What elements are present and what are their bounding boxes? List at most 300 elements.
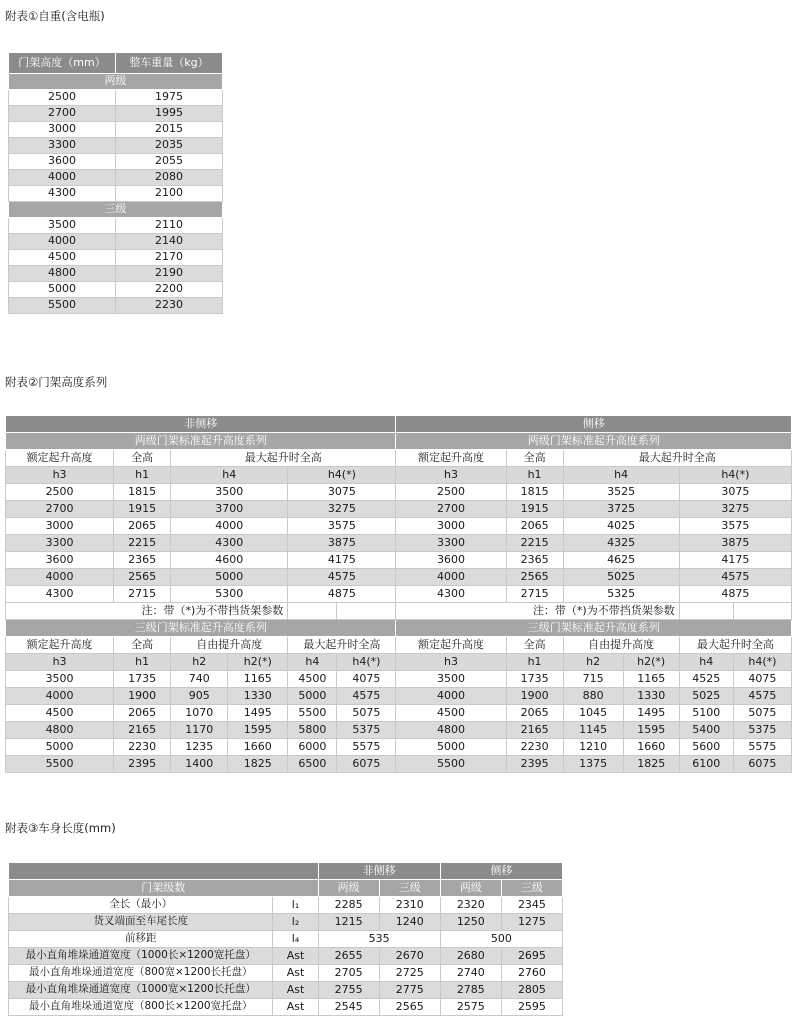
value-cell: 2575 <box>440 999 501 1016</box>
value-cell: 2065 <box>506 705 563 722</box>
row-label: 货叉端面至车尾长度 <box>9 914 273 931</box>
value-cell: 2080 <box>116 170 223 186</box>
value-cell: 2700 <box>6 501 114 518</box>
shift-header-row <box>9 863 563 880</box>
value-cell: 2345 <box>501 897 562 914</box>
group-header: 全高 <box>114 450 171 467</box>
value-cell: 2680 <box>440 948 501 965</box>
value-cell: 3600 <box>6 552 114 569</box>
table1-data-row <box>9 138 223 154</box>
table1-data-row <box>9 154 223 170</box>
symbol-header: h2(*) <box>228 654 288 671</box>
value-cell: 4575 <box>679 569 791 586</box>
value-cell: 1815 <box>506 484 563 501</box>
table2-data-row <box>6 705 792 722</box>
mast-height-series-table <box>5 415 792 773</box>
value-cell: 2165 <box>506 722 563 739</box>
value-cell: 1660 <box>623 739 679 756</box>
body-length-table <box>8 862 563 1016</box>
stage-sub-label: 两级 <box>440 880 501 897</box>
value-cell: 1275 <box>501 914 562 931</box>
value-cell: 1250 <box>440 914 501 931</box>
value-cell: 2395 <box>506 756 563 773</box>
value-cell: 1235 <box>171 739 228 756</box>
value-cell: 5000 <box>288 688 337 705</box>
value-cell: 1375 <box>563 756 623 773</box>
value-cell: 4525 <box>679 671 733 688</box>
value-cell: 1495 <box>228 705 288 722</box>
table2-data-row <box>6 671 792 688</box>
table2-data-row <box>6 501 792 518</box>
symbol-header-row <box>6 654 792 671</box>
symbol-header: h1 <box>506 467 563 484</box>
value-cell: 1210 <box>563 739 623 756</box>
value-cell: 2715 <box>506 586 563 603</box>
value-cell: 2775 <box>379 982 440 999</box>
value-cell: 500 <box>440 931 562 948</box>
stage-header-row <box>9 880 563 897</box>
value-cell: 1240 <box>379 914 440 931</box>
table1-data-row <box>9 282 223 298</box>
value-cell: 2165 <box>114 722 171 739</box>
row-symbol: l₁ <box>273 897 318 914</box>
table1-header-row <box>9 53 223 74</box>
table3-data-row <box>9 965 563 982</box>
value-cell: 5025 <box>679 688 733 705</box>
group-header: 全高 <box>114 637 171 654</box>
group-header: 额定起升高度 <box>6 637 114 654</box>
value-cell: 4625 <box>563 552 679 569</box>
value-cell: 3600 <box>396 552 506 569</box>
symbol-header: h3 <box>6 654 114 671</box>
value-cell: 1330 <box>228 688 288 705</box>
value-cell: 5500 <box>6 756 114 773</box>
row-symbol: Ast <box>273 948 318 965</box>
value-cell: 1165 <box>228 671 288 688</box>
value-cell: 4000 <box>6 688 114 705</box>
value-cell: 1915 <box>114 501 171 518</box>
section-label: 两级 <box>9 74 223 90</box>
value-cell: 4800 <box>6 722 114 739</box>
table1-data-row <box>9 218 223 234</box>
group-header: 额定起升高度 <box>396 450 506 467</box>
value-cell: 4800 <box>396 722 506 739</box>
value-cell: 4875 <box>288 586 396 603</box>
value-cell: 2215 <box>506 535 563 552</box>
row-symbol: Ast <box>273 965 318 982</box>
table3-data-row <box>9 931 563 948</box>
value-cell: 5400 <box>679 722 733 739</box>
value-cell: 3875 <box>288 535 396 552</box>
value-cell: 5000 <box>6 739 114 756</box>
value-cell: 1400 <box>171 756 228 773</box>
value-cell: 1495 <box>623 705 679 722</box>
value-cell: 1915 <box>506 501 563 518</box>
value-cell: 5325 <box>563 586 679 603</box>
value-cell: 2500 <box>6 484 114 501</box>
value-cell: 3300 <box>6 535 114 552</box>
value-cell: 4500 <box>6 705 114 722</box>
value-cell: 2310 <box>379 897 440 914</box>
value-cell: 2700 <box>9 106 116 122</box>
empty-cell <box>337 603 396 620</box>
stage-section-row <box>6 620 792 637</box>
self-weight-table <box>8 52 223 314</box>
value-cell: 5575 <box>733 739 791 756</box>
symbol-header: h4 <box>171 467 288 484</box>
value-cell: 1170 <box>171 722 228 739</box>
stage-section-label: 三级门架标准起升高度系列 <box>6 620 396 637</box>
value-cell: 4175 <box>288 552 396 569</box>
value-cell: 4575 <box>288 569 396 586</box>
value-cell: 4000 <box>171 518 288 535</box>
value-cell: 2230 <box>114 739 171 756</box>
value-cell: 5575 <box>337 739 396 756</box>
value-cell: 2565 <box>506 569 563 586</box>
value-cell: 1900 <box>506 688 563 705</box>
value-cell: 4800 <box>9 266 116 282</box>
value-cell: 5075 <box>337 705 396 722</box>
symbol-header: h3 <box>396 654 506 671</box>
value-cell: 2100 <box>116 186 223 202</box>
shift-label: 侧移 <box>396 416 792 433</box>
table2-data-row <box>6 552 792 569</box>
note-cell: 注：带（*)为不带挡货架参数 <box>396 603 679 620</box>
value-cell: 2500 <box>9 90 116 106</box>
symbol-header: h2 <box>563 654 623 671</box>
table3-title: 附表③车身长度(mm) <box>5 821 116 835</box>
value-cell: 2065 <box>114 518 171 535</box>
value-cell: 6100 <box>679 756 733 773</box>
value-cell: 2755 <box>318 982 379 999</box>
value-cell: 2785 <box>440 982 501 999</box>
value-cell: 3575 <box>288 518 396 535</box>
value-cell: 5375 <box>337 722 396 739</box>
table3-data-row <box>9 897 563 914</box>
value-cell: 3000 <box>6 518 114 535</box>
value-cell: 4300 <box>9 186 116 202</box>
value-cell: 2670 <box>379 948 440 965</box>
value-cell: 2200 <box>116 282 223 298</box>
table1-data-row <box>9 122 223 138</box>
value-cell: 2705 <box>318 965 379 982</box>
row-label: 最小直角堆垛通道宽度（1000宽×1200长托盘） <box>9 982 273 999</box>
value-cell: 740 <box>171 671 228 688</box>
table2-data-row <box>6 586 792 603</box>
group-header: 全高 <box>506 450 563 467</box>
value-cell: 6500 <box>288 756 337 773</box>
value-cell: 5375 <box>733 722 791 739</box>
value-cell: 3875 <box>679 535 791 552</box>
value-cell: 3500 <box>6 671 114 688</box>
value-cell: 2015 <box>116 122 223 138</box>
group-header-row <box>6 450 792 467</box>
symbol-header: h4 <box>679 654 733 671</box>
value-cell: 535 <box>318 931 440 948</box>
value-cell: 1660 <box>228 739 288 756</box>
value-cell: 2655 <box>318 948 379 965</box>
row-label: 最小直角堆垛通道宽度（800长×1200宽托盘） <box>9 999 273 1016</box>
value-cell: 1045 <box>563 705 623 722</box>
value-cell: 2230 <box>506 739 563 756</box>
table1-data-row <box>9 298 223 314</box>
value-cell: 6075 <box>337 756 396 773</box>
group-header: 最大起升时全高 <box>563 450 791 467</box>
value-cell: 715 <box>563 671 623 688</box>
table1-data-row <box>9 106 223 122</box>
value-cell: 3575 <box>679 518 791 535</box>
value-cell: 2700 <box>396 501 506 518</box>
symbol-header-row <box>6 467 792 484</box>
symbol-header: h1 <box>114 654 171 671</box>
value-cell: 5000 <box>396 739 506 756</box>
value-cell: 4000 <box>396 569 506 586</box>
value-cell: 4000 <box>6 569 114 586</box>
symbol-header: h4(*) <box>337 654 396 671</box>
value-cell: 5000 <box>171 569 288 586</box>
value-cell: 3300 <box>396 535 506 552</box>
value-cell: 5000 <box>9 282 116 298</box>
value-cell: 1215 <box>318 914 379 931</box>
empty-cell <box>679 603 733 620</box>
value-cell: 1595 <box>623 722 679 739</box>
value-cell: 3725 <box>563 501 679 518</box>
value-cell: 4075 <box>733 671 791 688</box>
symbol-header: h4(*) <box>733 654 791 671</box>
corner-cell <box>9 863 319 880</box>
table1-section-row <box>9 202 223 218</box>
stage-section-label: 三级门架标准起升高度系列 <box>396 620 792 637</box>
value-cell: 2805 <box>501 982 562 999</box>
value-cell: 1995 <box>116 106 223 122</box>
table3-data-row <box>9 982 563 999</box>
column-header: 整车重量（kg） <box>116 53 223 74</box>
value-cell: 5075 <box>733 705 791 722</box>
symbol-header: h2 <box>171 654 228 671</box>
value-cell: 4300 <box>396 586 506 603</box>
table2-data-row <box>6 484 792 501</box>
value-cell: 3275 <box>288 501 396 518</box>
value-cell: 3500 <box>9 218 116 234</box>
value-cell: 1815 <box>114 484 171 501</box>
value-cell: 1595 <box>228 722 288 739</box>
shift-label: 非侧移 <box>6 416 396 433</box>
group-header: 最大起升时全高 <box>171 450 396 467</box>
value-cell: 3300 <box>9 138 116 154</box>
empty-cell <box>288 603 337 620</box>
value-cell: 1735 <box>114 671 171 688</box>
value-cell: 4500 <box>9 250 116 266</box>
symbol-header: h3 <box>396 467 506 484</box>
value-cell: 2760 <box>501 965 562 982</box>
value-cell: 1165 <box>623 671 679 688</box>
table2-data-row <box>6 688 792 705</box>
value-cell: 2055 <box>116 154 223 170</box>
symbol-header: h2(*) <box>623 654 679 671</box>
table2-data-row <box>6 569 792 586</box>
value-cell: 4500 <box>288 671 337 688</box>
value-cell: 5100 <box>679 705 733 722</box>
value-cell: 4600 <box>171 552 288 569</box>
value-cell: 5025 <box>563 569 679 586</box>
stage-sub-label: 三级 <box>501 880 562 897</box>
value-cell: 4025 <box>563 518 679 535</box>
row-label: 最小直角堆垛通道宽度（800宽×1200长托盘） <box>9 965 273 982</box>
value-cell: 2170 <box>116 250 223 266</box>
value-cell: 4875 <box>679 586 791 603</box>
value-cell: 2500 <box>396 484 506 501</box>
value-cell: 2715 <box>114 586 171 603</box>
stage-section-row <box>6 433 792 450</box>
row-label: 全长（最小） <box>9 897 273 914</box>
symbol-header: h4 <box>563 467 679 484</box>
value-cell: 880 <box>563 688 623 705</box>
value-cell: 3275 <box>679 501 791 518</box>
value-cell: 4300 <box>6 586 114 603</box>
symbol-header: h3 <box>6 467 114 484</box>
value-cell: 3000 <box>9 122 116 138</box>
stage-section-label: 两级门架标准起升高度系列 <box>6 433 396 450</box>
value-cell: 5500 <box>9 298 116 314</box>
table1-section-row <box>9 74 223 90</box>
value-cell: 2740 <box>440 965 501 982</box>
value-cell: 5800 <box>288 722 337 739</box>
table2-data-row <box>6 518 792 535</box>
symbol-header: h1 <box>506 654 563 671</box>
shift-label: 侧移 <box>440 863 562 880</box>
value-cell: 2565 <box>379 999 440 1016</box>
value-cell: 3500 <box>396 671 506 688</box>
value-cell: 2365 <box>506 552 563 569</box>
symbol-header: h4(*) <box>288 467 396 484</box>
table3-data-row <box>9 914 563 931</box>
value-cell: 4325 <box>563 535 679 552</box>
row-symbol: l₄ <box>273 931 318 948</box>
value-cell: 3500 <box>171 484 288 501</box>
table1-data-row <box>9 170 223 186</box>
group-header: 额定起升高度 <box>396 637 506 654</box>
row-symbol: Ast <box>273 982 318 999</box>
table1-data-row <box>9 266 223 282</box>
value-cell: 1330 <box>623 688 679 705</box>
value-cell: 3700 <box>171 501 288 518</box>
stage-sub-label: 两级 <box>318 880 379 897</box>
value-cell: 4000 <box>9 170 116 186</box>
table1-data-row <box>9 234 223 250</box>
value-cell: 1825 <box>623 756 679 773</box>
value-cell: 3525 <box>563 484 679 501</box>
value-cell: 5300 <box>171 586 288 603</box>
value-cell: 4000 <box>396 688 506 705</box>
value-cell: 2365 <box>114 552 171 569</box>
value-cell: 1070 <box>171 705 228 722</box>
value-cell: 2035 <box>116 138 223 154</box>
value-cell: 2285 <box>318 897 379 914</box>
value-cell: 2565 <box>114 569 171 586</box>
symbol-header: h1 <box>114 467 171 484</box>
row-symbol: l₂ <box>273 914 318 931</box>
table1-data-row <box>9 90 223 106</box>
row-label: 前移距 <box>9 931 273 948</box>
group-header: 最大起升时全高 <box>288 637 396 654</box>
value-cell: 2140 <box>116 234 223 250</box>
value-cell: 4500 <box>396 705 506 722</box>
value-cell: 6075 <box>733 756 791 773</box>
value-cell: 1825 <box>228 756 288 773</box>
value-cell: 1145 <box>563 722 623 739</box>
table2-data-row <box>6 756 792 773</box>
group-header: 最大起升时全高 <box>679 637 791 654</box>
table2-data-row <box>6 535 792 552</box>
value-cell: 2215 <box>114 535 171 552</box>
value-cell: 905 <box>171 688 228 705</box>
table2-title: 附表②门架高度系列 <box>5 375 108 389</box>
value-cell: 6000 <box>288 739 337 756</box>
value-cell: 4075 <box>337 671 396 688</box>
table1-data-row <box>9 250 223 266</box>
value-cell: 4000 <box>9 234 116 250</box>
value-cell: 1900 <box>114 688 171 705</box>
value-cell: 2395 <box>114 756 171 773</box>
group-header: 自由提升高度 <box>563 637 679 654</box>
column-header: 门架高度（mm） <box>9 53 116 74</box>
row-symbol: Ast <box>273 999 318 1016</box>
table2-data-row <box>6 739 792 756</box>
value-cell: 2110 <box>116 218 223 234</box>
value-cell: 2230 <box>116 298 223 314</box>
value-cell: 5500 <box>396 756 506 773</box>
value-cell: 2695 <box>501 948 562 965</box>
value-cell: 3075 <box>679 484 791 501</box>
value-cell: 4300 <box>171 535 288 552</box>
value-cell: 4175 <box>679 552 791 569</box>
value-cell: 2190 <box>116 266 223 282</box>
value-cell: 2545 <box>318 999 379 1016</box>
value-cell: 4575 <box>733 688 791 705</box>
value-cell: 2065 <box>506 518 563 535</box>
value-cell: 1975 <box>116 90 223 106</box>
value-cell: 2065 <box>114 705 171 722</box>
table3-data-row <box>9 948 563 965</box>
stage-header-label: 门架级数 <box>9 880 319 897</box>
value-cell: 5600 <box>679 739 733 756</box>
value-cell: 2725 <box>379 965 440 982</box>
shift-label: 非侧移 <box>318 863 440 880</box>
table1-title: 附表①自重(含电瓶) <box>5 9 105 23</box>
value-cell: 5500 <box>288 705 337 722</box>
value-cell: 3075 <box>288 484 396 501</box>
group-header: 自由提升高度 <box>171 637 288 654</box>
stage-sub-label: 三级 <box>379 880 440 897</box>
shift-header-row <box>6 416 792 433</box>
table1-data-row <box>9 186 223 202</box>
value-cell: 1735 <box>506 671 563 688</box>
group-header-row <box>6 637 792 654</box>
group-header: 全高 <box>506 637 563 654</box>
group-header: 额定起升高度 <box>6 450 114 467</box>
row-label: 最小直角堆垛通道宽度（1000长×1200宽托盘） <box>9 948 273 965</box>
value-cell: 4575 <box>337 688 396 705</box>
value-cell: 3000 <box>396 518 506 535</box>
table2-data-row <box>6 722 792 739</box>
value-cell: 2320 <box>440 897 501 914</box>
note-cell: 注：带（*)为不带挡货架参数 <box>6 603 288 620</box>
symbol-header: h4(*) <box>679 467 791 484</box>
symbol-header: h4 <box>288 654 337 671</box>
stage-section-label: 两级门架标准起升高度系列 <box>396 433 792 450</box>
value-cell: 2595 <box>501 999 562 1016</box>
note-row <box>6 603 792 620</box>
